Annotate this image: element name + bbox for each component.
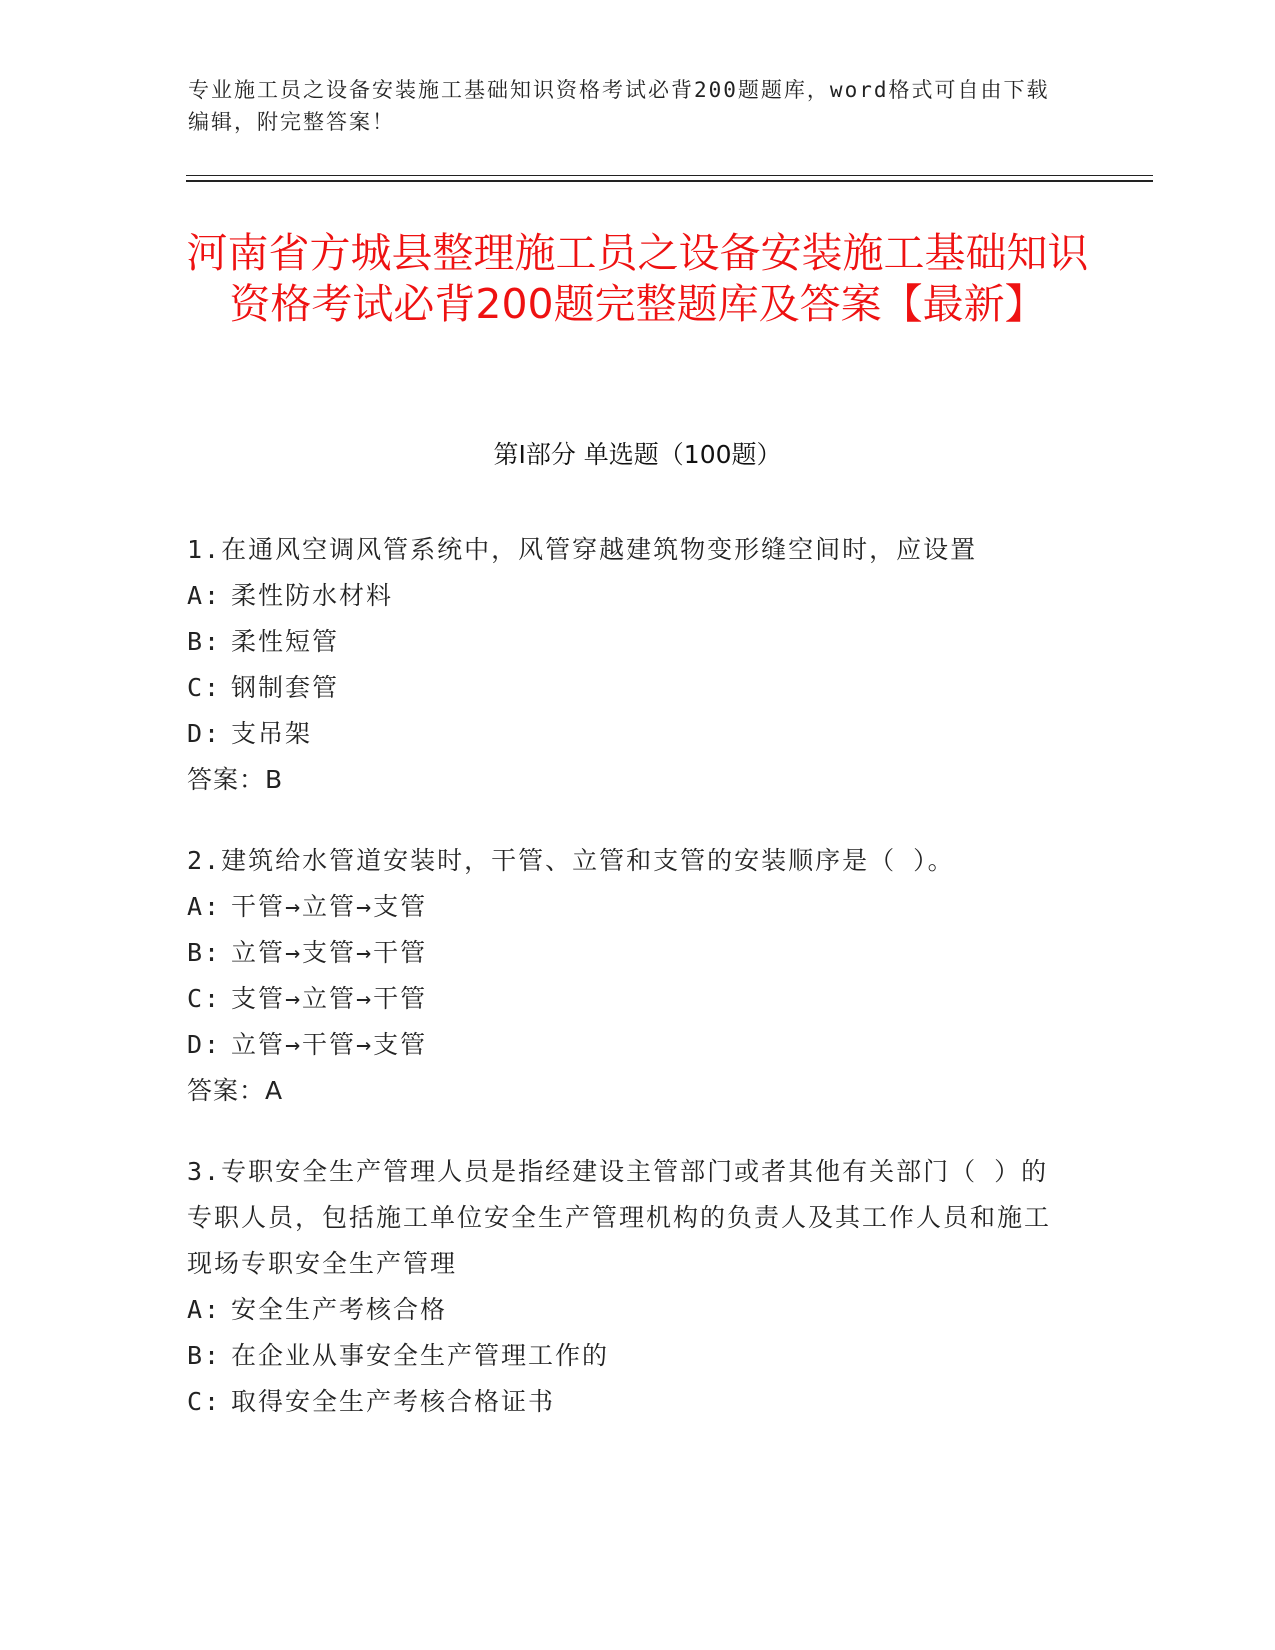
option-d	[187, 1022, 1067, 1068]
question-stem: 1.在通风空调风管系统中，风管穿越建筑物变形缝空间时，应设置	[187, 535, 978, 564]
option-letter: B:	[187, 1341, 222, 1370]
option-letter: C:	[187, 1387, 222, 1416]
option-text: 柔性防水材料	[231, 581, 394, 610]
option-c	[187, 665, 1067, 711]
option-c	[187, 976, 1067, 1022]
option-text: 安全生产考核合格	[231, 1295, 448, 1324]
option-a	[187, 573, 1067, 619]
option-a	[187, 884, 1067, 930]
header-rule-thin	[186, 175, 1153, 176]
option-text: 立管→干管→支管	[231, 1030, 428, 1059]
header-note: 专业施工员之设备安装施工基础知识资格考试必背200题题库，word格式可自由下载编辑，附完整答案！	[188, 78, 1050, 134]
option-letter: D:	[187, 719, 222, 748]
question-stem: 3.专职安全生产管理人员是指经建设主管部门或者其他有关部门（ ）的专职人员，包括施工单位安全生产管理机构的负责人及其工作人员和施工现场专职安全生产管理	[187, 1157, 1052, 1278]
option-text: 在企业从事安全生产管理工作的	[231, 1341, 610, 1370]
option-b	[187, 1333, 1067, 1379]
option-letter: A:	[187, 892, 222, 921]
option-b	[187, 930, 1067, 976]
question-list	[187, 527, 1067, 1460]
option-letter: A:	[187, 581, 222, 610]
option-text: 立管→支管→干管	[231, 938, 428, 967]
option-text: 支管→立管→干管	[231, 984, 428, 1013]
question-item	[187, 527, 1067, 803]
question-item	[187, 1149, 1067, 1425]
option-text: 支吊架	[231, 719, 313, 748]
option-letter: A:	[187, 1295, 222, 1324]
question-item	[187, 838, 1067, 1114]
option-letter: C:	[187, 673, 222, 702]
answer-line: 答案：B	[187, 765, 284, 794]
option-text: 干管→立管→支管	[231, 892, 428, 921]
option-text: 取得安全生产考核合格证书	[231, 1387, 556, 1416]
option-letter: B:	[187, 938, 222, 967]
option-c	[187, 1379, 1067, 1425]
option-a	[187, 1287, 1067, 1333]
document-title: 河南省方城县整理施工员之设备安装施工基础知识资格考试必背200题完整题库及答案【最新】	[186, 229, 1089, 328]
section-heading: 第Ⅰ部分 单选题（100题）	[493, 440, 782, 469]
option-letter: C:	[187, 984, 222, 1013]
option-b	[187, 619, 1067, 665]
answer-line: 答案：A	[187, 1076, 284, 1105]
option-d	[187, 711, 1067, 757]
option-text: 钢制套管	[231, 673, 340, 702]
option-text: 柔性短管	[231, 627, 340, 656]
option-letter: B:	[187, 627, 222, 656]
question-stem: 2.建筑给水管道安装时，干管、立管和支管的安装顺序是（ ）。	[187, 846, 955, 875]
option-letter: D:	[187, 1030, 222, 1059]
header-rule-thick	[186, 180, 1153, 182]
